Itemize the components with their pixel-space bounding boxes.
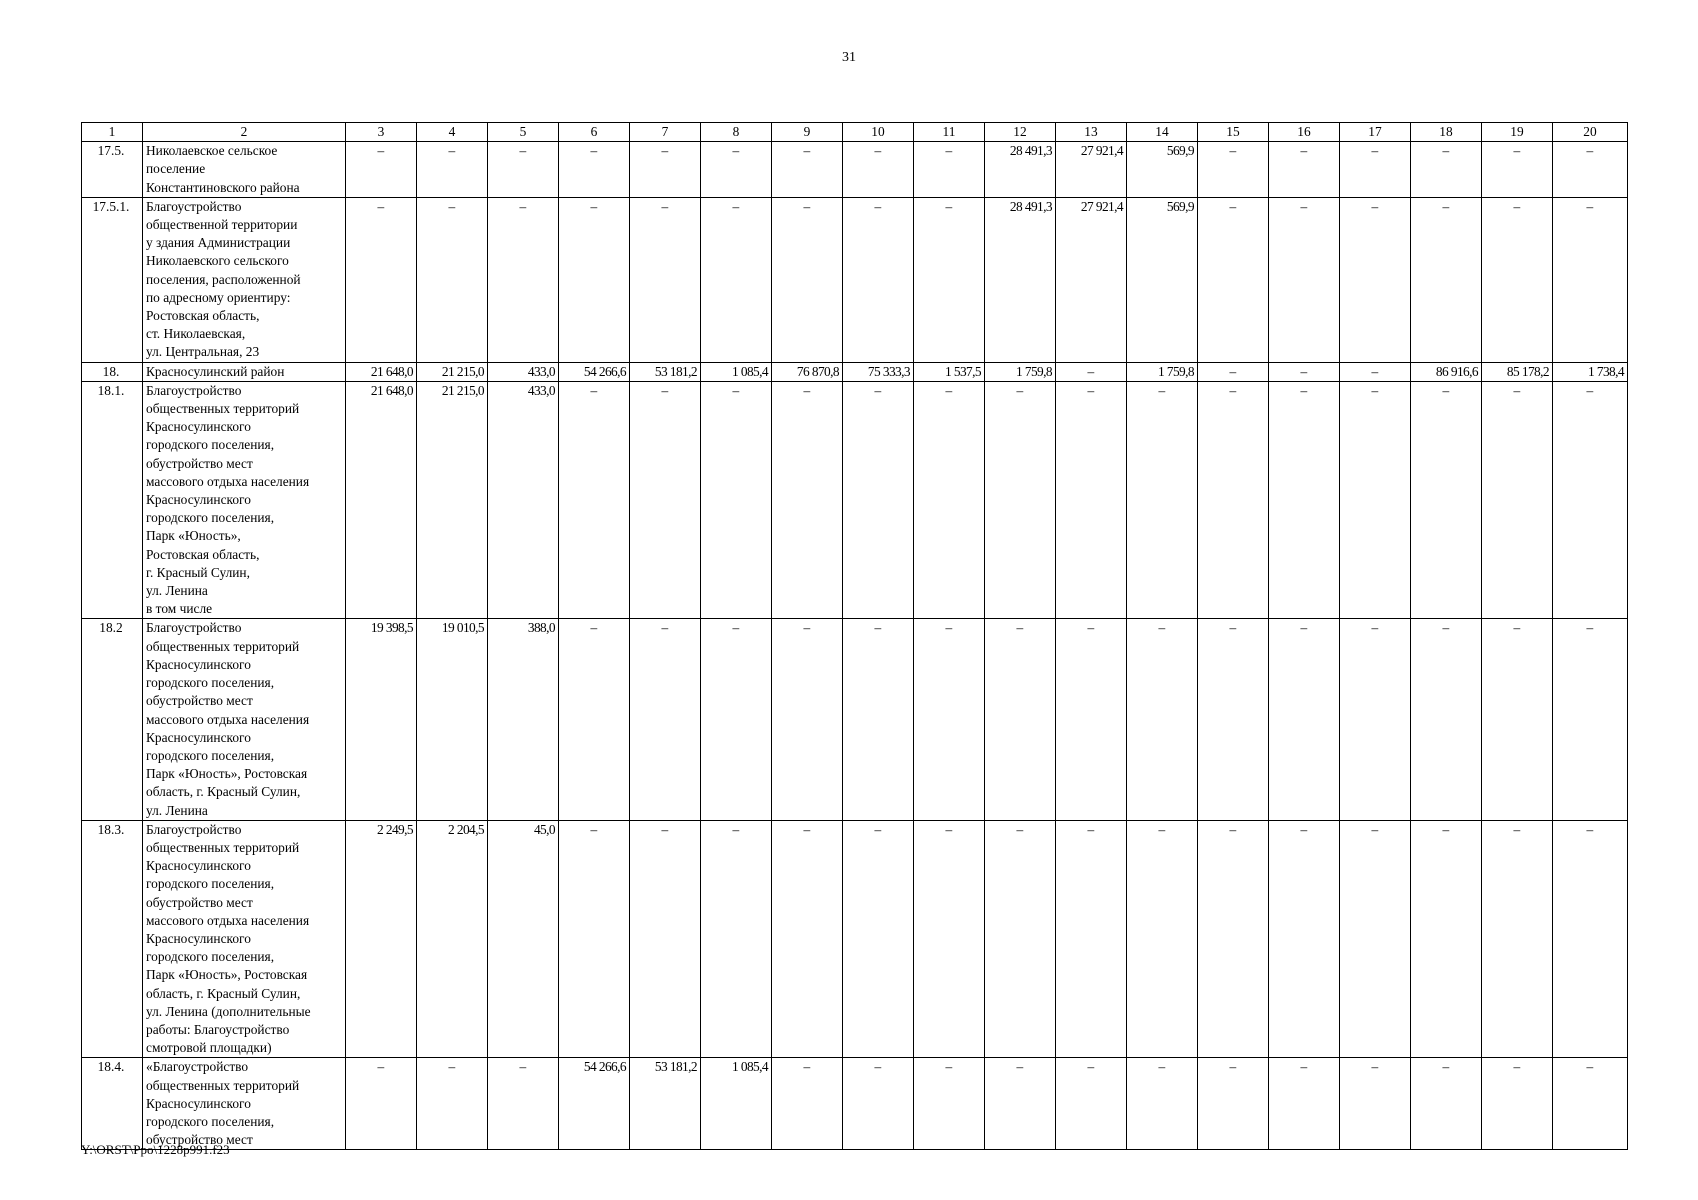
value-cell: – [1056, 619, 1127, 820]
value-cell: 21 648,0 [346, 362, 417, 381]
value-cell: – [914, 820, 985, 1058]
value-cell: – [701, 197, 772, 362]
value-cell: – [1269, 820, 1340, 1058]
value-cell: – [1340, 362, 1411, 381]
value-cell: 19 398,5 [346, 619, 417, 820]
value-cell: 54 266,6 [559, 362, 630, 381]
value-cell: – [417, 1058, 488, 1150]
value-cell: – [630, 619, 701, 820]
value-cell: 21 215,0 [417, 362, 488, 381]
value-cell: – [985, 619, 1056, 820]
page-number: 31 [842, 50, 856, 65]
value-cell: 27 921,4 [1056, 197, 1127, 362]
value-cell: – [559, 820, 630, 1058]
value-cell: – [772, 619, 843, 820]
value-cell: 2 204,5 [417, 820, 488, 1058]
value-cell: – [1198, 142, 1269, 198]
value-cell: – [914, 197, 985, 362]
row-name: Красносулинский район [143, 362, 346, 381]
value-cell: 433,0 [488, 381, 559, 619]
value-cell: – [1127, 1058, 1198, 1150]
row-number: 18.3. [82, 820, 143, 1058]
table-row [82, 142, 1628, 198]
value-cell: – [1056, 362, 1127, 381]
value-cell: – [1482, 820, 1553, 1058]
value-cell: – [1482, 381, 1553, 619]
value-cell: – [1411, 619, 1482, 820]
value-cell: 28 491,3 [985, 197, 1056, 362]
value-cell: – [772, 1058, 843, 1150]
row-number: 17.5.1. [82, 197, 143, 362]
value-cell: – [1198, 362, 1269, 381]
value-cell: – [1340, 142, 1411, 198]
value-cell: – [1056, 820, 1127, 1058]
value-cell: – [985, 1058, 1056, 1150]
header-cell: 9 [772, 123, 843, 142]
value-cell: 569,9 [1127, 197, 1198, 362]
value-cell: – [914, 1058, 985, 1150]
value-cell: 1 537,5 [914, 362, 985, 381]
value-cell: 54 266,6 [559, 1058, 630, 1150]
value-cell: – [1127, 619, 1198, 820]
value-cell: – [914, 142, 985, 198]
value-cell: – [843, 142, 914, 198]
value-cell: – [630, 197, 701, 362]
header-cell: 11 [914, 123, 985, 142]
value-cell: – [772, 142, 843, 198]
value-cell: – [630, 142, 701, 198]
value-cell: – [914, 619, 985, 820]
value-cell: – [985, 820, 1056, 1058]
table-row [82, 381, 1628, 619]
value-cell: – [1553, 381, 1628, 619]
value-cell: – [630, 820, 701, 1058]
value-cell: – [1269, 142, 1340, 198]
table-row [82, 197, 1628, 362]
value-cell: – [346, 1058, 417, 1150]
value-cell: – [1553, 1058, 1628, 1150]
value-cell: – [701, 619, 772, 820]
row-name: Благоустройство общественной территории у здания Администрации Николаевского сельского поселения, расположенной по адресному ориентиру: Ростовская область, ст. Николаевская, ул. Центральная, 23 [143, 197, 346, 362]
value-cell: – [346, 197, 417, 362]
value-cell: – [843, 381, 914, 619]
value-cell: – [1482, 619, 1553, 820]
value-cell: – [914, 381, 985, 619]
value-cell: – [1340, 1058, 1411, 1150]
value-cell: 45,0 [488, 820, 559, 1058]
value-cell: 1 085,4 [701, 362, 772, 381]
value-cell: – [488, 197, 559, 362]
value-cell: – [1340, 619, 1411, 820]
header-row [82, 123, 1628, 142]
value-cell: 1 759,8 [1127, 362, 1198, 381]
value-cell: – [1056, 1058, 1127, 1150]
value-cell: – [772, 381, 843, 619]
header-cell: 13 [1056, 123, 1127, 142]
value-cell: 433,0 [488, 362, 559, 381]
header-cell: 17 [1340, 123, 1411, 142]
table-row [82, 820, 1628, 1058]
value-cell: – [1340, 820, 1411, 1058]
header-cell: 15 [1198, 123, 1269, 142]
value-cell: 1 738,4 [1553, 362, 1628, 381]
value-cell: – [1198, 820, 1269, 1058]
value-cell: – [1269, 362, 1340, 381]
header-cell: 10 [843, 123, 914, 142]
value-cell: – [1553, 820, 1628, 1058]
value-cell: 53 181,2 [630, 362, 701, 381]
value-cell: 28 491,3 [985, 142, 1056, 198]
value-cell: 388,0 [488, 619, 559, 820]
header-cell: 20 [1553, 123, 1628, 142]
row-number: 18.4. [82, 1058, 143, 1150]
row-name: «Благоустройство общественных территорий Красносулинского городского поселения, обустройство мест [143, 1058, 346, 1150]
header-cell: 8 [701, 123, 772, 142]
value-cell: 85 178,2 [1482, 362, 1553, 381]
header-cell: 5 [488, 123, 559, 142]
value-cell: – [559, 381, 630, 619]
header-cell: 2 [143, 123, 346, 142]
value-cell: – [1340, 197, 1411, 362]
value-cell: – [772, 820, 843, 1058]
value-cell: – [488, 142, 559, 198]
value-cell: – [1127, 381, 1198, 619]
value-cell: – [701, 381, 772, 619]
value-cell: – [630, 381, 701, 619]
value-cell: 2 249,5 [346, 820, 417, 1058]
value-cell: – [1269, 381, 1340, 619]
header-cell: 19 [1482, 123, 1553, 142]
value-cell: 1 085,4 [701, 1058, 772, 1150]
value-cell: – [843, 820, 914, 1058]
value-cell: – [559, 197, 630, 362]
value-cell: – [1411, 381, 1482, 619]
row-name: Благоустройство общественных территорий Красносулинского городского поселения, обустройство мест массового отдыха населения Красносулинского городского поселения, Парк «Юность», Ростовская область, г. Красный Сулин, ул. Ленина (дополнительные работы: Благоустройство смотровой площадки) [143, 820, 346, 1058]
value-cell: 75 333,3 [843, 362, 914, 381]
header-cell: 18 [1411, 123, 1482, 142]
value-cell: – [1056, 381, 1127, 619]
value-cell: 86 916,6 [1411, 362, 1482, 381]
row-name: Благоустройство общественных территорий Красносулинского городского поселения, обустройство мест массового отдыха населения Красносулинского городского поселения, Парк «Юность», Ростовская область, г. Красный Сулин, ул. Ленина [143, 619, 346, 820]
value-cell: – [1553, 619, 1628, 820]
value-cell: – [1340, 381, 1411, 619]
value-cell: – [985, 381, 1056, 619]
value-cell: – [772, 197, 843, 362]
value-cell: 76 870,8 [772, 362, 843, 381]
value-cell: 569,9 [1127, 142, 1198, 198]
value-cell: 1 759,8 [985, 362, 1056, 381]
value-cell: – [1269, 619, 1340, 820]
value-cell: – [1482, 1058, 1553, 1150]
value-cell: – [1411, 142, 1482, 198]
value-cell: – [1411, 1058, 1482, 1150]
header-cell: 1 [82, 123, 143, 142]
file-path: Y:\ORST\Ppo\1228p991.f23 [81, 1142, 230, 1157]
header-cell: 3 [346, 123, 417, 142]
value-cell: – [843, 619, 914, 820]
row-name: Благоустройство общественных территорий Красносулинского городского поселения, обустройство мест массового отдыха населения Красносулинского городского поселения, Парк «Юность», Ростовская область, г. Красный Сулин, ул. Ленина в том числе [143, 381, 346, 619]
value-cell: – [701, 142, 772, 198]
value-cell: – [1411, 820, 1482, 1058]
table-row [82, 619, 1628, 820]
value-cell: – [843, 197, 914, 362]
value-cell: – [559, 619, 630, 820]
table-row [82, 362, 1628, 381]
row-name: Николаевское сельское поселение Константиновского района [143, 142, 346, 198]
value-cell: – [1198, 1058, 1269, 1150]
value-cell: – [1269, 1058, 1340, 1150]
value-cell: – [1411, 197, 1482, 362]
value-cell: – [1269, 197, 1340, 362]
value-cell: 19 010,5 [417, 619, 488, 820]
header-cell: 7 [630, 123, 701, 142]
table-row [82, 1058, 1628, 1150]
value-cell: 27 921,4 [1056, 142, 1127, 198]
value-cell: – [1198, 381, 1269, 619]
value-cell: – [1198, 197, 1269, 362]
value-cell: – [701, 820, 772, 1058]
header-cell: 12 [985, 123, 1056, 142]
row-number: 17.5. [82, 142, 143, 198]
value-cell: – [417, 142, 488, 198]
header-cell: 16 [1269, 123, 1340, 142]
value-cell: – [346, 142, 417, 198]
header-cell: 6 [559, 123, 630, 142]
header-cell: 4 [417, 123, 488, 142]
value-cell: 21 215,0 [417, 381, 488, 619]
row-number: 18. [82, 362, 143, 381]
value-cell: – [417, 197, 488, 362]
value-cell: 21 648,0 [346, 381, 417, 619]
value-cell: – [1198, 619, 1269, 820]
header-cell: 14 [1127, 123, 1198, 142]
row-number: 18.2 [82, 619, 143, 820]
value-cell: – [843, 1058, 914, 1150]
data-table [81, 122, 1628, 1150]
value-cell: – [559, 142, 630, 198]
value-cell: 53 181,2 [630, 1058, 701, 1150]
value-cell: – [1553, 197, 1628, 362]
value-cell: – [1127, 820, 1198, 1058]
value-cell: – [488, 1058, 559, 1150]
value-cell: – [1482, 142, 1553, 198]
value-cell: – [1482, 197, 1553, 362]
value-cell: – [1553, 142, 1628, 198]
row-number: 18.1. [82, 381, 143, 619]
